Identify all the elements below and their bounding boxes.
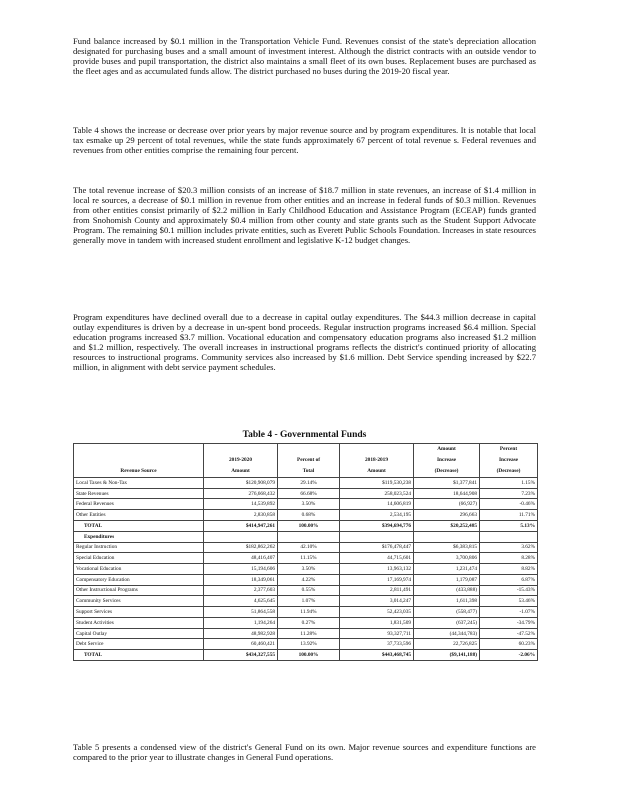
expenditure-cell-amt2019: 52,423,035	[340, 607, 414, 618]
expenditure-cell-amt2020: $182,862,262	[204, 542, 278, 553]
revenue-cell-amt2020: 14,539,892	[204, 499, 278, 510]
expenditure-row	[74, 564, 538, 575]
revenue-cell-amt2019: $119,530,238	[340, 477, 414, 488]
expenditure-cell-label: Special Education	[74, 553, 204, 564]
header-2020-bottom: Amount	[204, 466, 278, 477]
governmental-funds-table	[73, 443, 538, 661]
expenditure-cell-change: 22,726,825	[414, 639, 480, 650]
expenditure-cell-amt2020: 60,460,421	[204, 639, 278, 650]
revenue-cell-pctchg: -0.46%	[480, 499, 538, 510]
header-change-mid: Increase	[414, 455, 480, 466]
expenditure-cell-label: Compensatory Education	[74, 574, 204, 585]
table-header-row-mid	[74, 455, 538, 466]
expenditure-cell-amt2020: 4,625,645	[204, 596, 278, 607]
expenditure-cell-pctchg: -34.79%	[480, 617, 538, 628]
expenditure-cell-pct: 13.92%	[278, 639, 340, 650]
revenue-cell-amt2019: 14,606,819	[340, 499, 414, 510]
header-pctchg-bottom: (Decrease)	[480, 466, 538, 477]
expenditure-cell-amt2020: 15,194,606	[204, 564, 278, 575]
revenue-cell-amt2020: 2,830,858	[204, 510, 278, 521]
revenue-cell-pct: 3.50%	[278, 499, 340, 510]
revenue-total-label: TOTAL	[74, 520, 204, 531]
expenditure-row	[74, 607, 538, 618]
expenditure-cell-amt2020: 2,377,603	[204, 585, 278, 596]
header-pct-top: Percent of	[278, 455, 340, 466]
expenditure-total-2019: $443,468,745	[340, 650, 414, 661]
header-change-top: Amount	[414, 444, 480, 455]
header-pct-bottom: Total	[278, 466, 340, 477]
revenue-row	[74, 510, 538, 521]
revenue-cell-change: (66,927)	[414, 499, 480, 510]
expenditure-cell-label: Vocational Education	[74, 564, 204, 575]
expenditure-cell-label: Debt Service	[74, 639, 204, 650]
revenue-cell-amt2020: $120,908,079	[204, 477, 278, 488]
expenditure-cell-pct: 3.50%	[278, 564, 340, 575]
revenue-cell-amt2020: 276,668,432	[204, 488, 278, 499]
expenditure-row	[74, 553, 538, 564]
expenditure-cell-amt2019: 13,963,132	[340, 564, 414, 575]
expenditure-cell-change: (637,245)	[414, 617, 480, 628]
expenditure-cell-pct: 0.27%	[278, 617, 340, 628]
expenditure-cell-pct: 42.10%	[278, 542, 340, 553]
revenue-cell-label: Other Entities	[74, 510, 204, 521]
expenditure-cell-pctchg: 3.62%	[480, 542, 538, 553]
paragraph-revenue-increase: The total revenue increase of $20.3 million consists of an increase of $18.7 million in state revenues, an increase of $1.4 million in local re sources, a decrease of $0.1 million in revenue from other entities and an increase in federal funds of $0.3 million. Revenues from other entities consist primarily of $2.2 million in Early Childhood Education and Assistance Program (ECEAP) funds granted from Snohomish County and approximately $0.4 million from other county and state grants such as the Student Support Advocate Program. The remaining $0.1 million includes private entities, such as Everett Public Schools Foundation. Increases in state resources generally move in tandem with increased student enrollment and legislative K-12 budget changes.	[73, 185, 536, 245]
revenue-cell-label: Local Taxes & Non-Tax	[74, 477, 204, 488]
expenditure-total-change: ($9,141,188)	[414, 650, 480, 661]
revenue-cell-change: 296,663	[414, 510, 480, 521]
expenditure-rows	[74, 542, 538, 650]
header-revenue-source: Revenue Source	[74, 466, 204, 477]
header-pctchg-mid: Increase	[480, 455, 538, 466]
revenue-cell-label: State Revenues	[74, 488, 204, 499]
expenditure-row	[74, 574, 538, 585]
header-2019-bottom: Amount	[340, 466, 414, 477]
expenditure-cell-pct: 0.55%	[278, 585, 340, 596]
revenue-cell-amt2019: 258,023,524	[340, 488, 414, 499]
paragraph-table5-intro: Table 5 presents a condensed view of the district's General Fund on its own. Major revenue sources and expenditure functions are compared to the prior year to illustrate changes in General Fund operations.	[73, 742, 536, 762]
expenditure-cell-amt2019: $176,478,447	[340, 542, 414, 553]
expenditure-cell-amt2019: 17,169,974	[340, 574, 414, 585]
expenditure-cell-amt2020: 1,194,264	[204, 617, 278, 628]
expenditure-total-row	[74, 650, 538, 661]
revenue-cell-change: $1,377,841	[414, 477, 480, 488]
expenditure-cell-change: (44,344,783)	[414, 628, 480, 639]
expenditure-cell-pct: 11.15%	[278, 553, 340, 564]
revenue-row	[74, 488, 538, 499]
revenue-total-change: $20,252,485	[414, 520, 480, 531]
header-pctchg-top: Percent	[480, 444, 538, 455]
revenue-cell-pct: 66.68%	[278, 488, 340, 499]
revenue-cell-amt2019: 2,534,195	[340, 510, 414, 521]
expenditure-cell-pctchg: -15.43%	[480, 585, 538, 596]
expenditure-cell-pctchg: -47.52%	[480, 628, 538, 639]
expenditure-cell-amt2020: 48,416,407	[204, 553, 278, 564]
revenue-cell-pct: 0.68%	[278, 510, 340, 521]
revenue-cell-label: Federal Revenues	[74, 499, 204, 510]
header-change-bottom: (Decrease)	[414, 466, 480, 477]
expenditure-cell-pctchg: 8.28%	[480, 553, 538, 564]
paragraph-program-expenditures: Program expenditures have declined overall due to a decrease in capital outlay expenditures. The $44.3 million decrease in capital outlay expenditures is driven by a decrease in un-spent bond proceeds. Regular instruction programs increased $6.4 million. Special education programs increased $3.7 million. Vocational education and compensatory education programs also increased $1.2 million and $1.2 million, respectively. The overall increases in instructional programs reflects the district's continued priority of allocating resources to instructional programs. Community services also increased by $1.6 million. Debt Service spending increased by $22.7 million, in alignment with debt service payment schedules.	[73, 312, 536, 372]
expenditure-cell-change: 3,700,806	[414, 553, 480, 564]
expenditure-cell-change: (558,477)	[414, 607, 480, 618]
expenditure-cell-label: Capital Outlay	[74, 628, 204, 639]
revenue-row	[74, 499, 538, 510]
revenue-cell-pctchg: 1.15%	[480, 477, 538, 488]
expenditures-section-row	[74, 531, 538, 542]
expenditure-cell-label: Support Services	[74, 607, 204, 618]
revenue-row	[74, 477, 538, 488]
expenditure-cell-pct: 1.07%	[278, 596, 340, 607]
expenditure-cell-pctchg: 8.82%	[480, 564, 538, 575]
revenue-total-2020: $414,947,261	[204, 520, 278, 531]
header-2020-top: 2019-2020	[204, 455, 278, 466]
revenue-total-pctchg: 5.13%	[480, 520, 538, 531]
revenue-cell-pctchg: 7.23%	[480, 488, 538, 499]
revenue-total-row	[74, 520, 538, 531]
expenditure-row	[74, 617, 538, 628]
expenditure-row	[74, 585, 538, 596]
expenditure-total-2020: $434,327,555	[204, 650, 278, 661]
expenditure-cell-amt2020: 48,982,928	[204, 628, 278, 639]
expenditure-cell-pct: 4.22%	[278, 574, 340, 585]
header-2019-top: 2018-2019	[340, 455, 414, 466]
revenue-cell-change: 18,644,908	[414, 488, 480, 499]
expenditure-cell-label: Student Activities	[74, 617, 204, 628]
paragraph-transportation-fund: Fund balance increased by $0.1 million in the Transportation Vehicle Fund. Revenues consist of the state's depreciation allocation designated for purchasing buses and a small amount of investment interest. Although the district contracts with an outside vendor to provide buses and pupil transportation, the district also maintains a small fleet of its own buses. Replacement buses are purchased as the fleet ages and as accumulated funds allow. The district purchased no buses during the 2019-20 fiscal year.	[73, 36, 536, 76]
paragraph-table4-intro: Table 4 shows the increase or decrease over prior years by major revenue source and by program expenditures. It is notable that local tax esmake up 29 percent of total revenues, while the state funds approximately 67 percent of total revenue s. Federal revenues and revenues from other entities comprise the remaining four percent.	[73, 125, 536, 155]
expenditure-cell-change: 1,179,087	[414, 574, 480, 585]
revenue-total-2019: $394,694,776	[340, 520, 414, 531]
expenditure-total-label: TOTAL	[74, 650, 204, 661]
expenditure-cell-change: (433,888)	[414, 585, 480, 596]
expenditure-cell-pctchg: 6.87%	[480, 574, 538, 585]
expenditure-cell-label: Other Instructional Programs	[74, 585, 204, 596]
expenditure-row	[74, 639, 538, 650]
expenditure-cell-pctchg: 53.46%	[480, 596, 538, 607]
expenditure-cell-amt2019: 3,014,247	[340, 596, 414, 607]
expenditure-total-pctchg: -2.06%	[480, 650, 538, 661]
table-header-row-top	[74, 444, 538, 455]
revenue-cell-pct: 29.14%	[278, 477, 340, 488]
expenditure-cell-pctchg: 60.23%	[480, 639, 538, 650]
expenditure-cell-pct: 11.94%	[278, 607, 340, 618]
expenditure-row	[74, 542, 538, 553]
expenditure-total-pct: 100.00%	[278, 650, 340, 661]
expenditure-cell-change: 1,231,474	[414, 564, 480, 575]
expenditure-cell-change: $6,383,815	[414, 542, 480, 553]
table-header-row-bottom	[74, 466, 538, 477]
expenditure-cell-amt2019: 1,831,509	[340, 617, 414, 628]
expenditures-label: Expenditures	[74, 531, 204, 542]
expenditure-cell-amt2019: 37,733,596	[340, 639, 414, 650]
expenditure-cell-change: 1,611,398	[414, 596, 480, 607]
expenditure-cell-amt2019: 93,327,711	[340, 628, 414, 639]
expenditure-cell-amt2020: 51,864,558	[204, 607, 278, 618]
expenditure-cell-pct: 11.28%	[278, 628, 340, 639]
revenue-total-pct: 100.00%	[278, 520, 340, 531]
expenditure-cell-amt2019: 44,715,601	[340, 553, 414, 564]
expenditure-cell-amt2019: 2,811,491	[340, 585, 414, 596]
revenue-cell-pctchg: 11.71%	[480, 510, 538, 521]
expenditure-cell-amt2020: 18,349,061	[204, 574, 278, 585]
expenditure-cell-label: Regular Instruction	[74, 542, 204, 553]
expenditure-cell-label: Community Services	[74, 596, 204, 607]
table-title: Table 4 - Governmental Funds	[242, 430, 367, 440]
expenditure-cell-pctchg: -1.07%	[480, 607, 538, 618]
expenditure-row	[74, 628, 538, 639]
revenue-rows	[74, 477, 538, 520]
expenditure-row	[74, 596, 538, 607]
